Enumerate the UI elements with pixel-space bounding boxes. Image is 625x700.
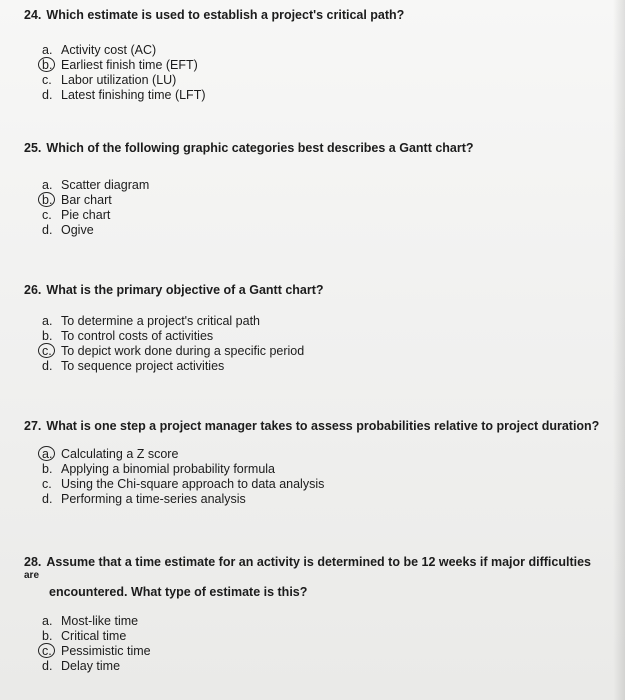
question-number: 28. (24, 555, 42, 569)
option-text: Applying a binomial probability formula (61, 462, 276, 476)
option-a[interactable] (42, 178, 609, 193)
option-text: Using the Chi-square approach to data analysis (61, 477, 325, 491)
option-b[interactable] (42, 629, 609, 644)
option-letter: a. (42, 43, 53, 57)
option-c[interactable] (42, 208, 609, 223)
question-number: 26. (24, 283, 42, 297)
option-b[interactable] (42, 462, 609, 477)
option-text: Latest finishing time (LFT) (61, 88, 206, 102)
option-b-selected[interactable] (42, 58, 609, 73)
question-26-text (24, 283, 609, 298)
option-list (42, 314, 609, 374)
option-letter-text: c. (42, 644, 52, 658)
question-prompt: Which estimate is used to establish a project's critical path? (46, 8, 405, 22)
option-letter: c. (42, 73, 52, 87)
question-prompt-line1-tail: are (24, 570, 40, 581)
option-text: Calculating a Z score (61, 447, 179, 461)
option-letter: a. (42, 178, 53, 192)
option-letter: d. (42, 492, 53, 506)
question-prompt: What is the primary objective of a Gantt chart? (46, 283, 324, 297)
question-prompt: Which of the following graphic categories best describes a Gantt chart? (46, 141, 474, 155)
option-c-selected[interactable] (42, 644, 609, 659)
question-25-text (24, 141, 609, 156)
option-text: Scatter diagram (61, 178, 150, 192)
question-prompt-line2: encountered. What type of estimate is this? (49, 585, 308, 599)
circled-answer-mark (38, 446, 55, 461)
circled-answer-mark (38, 343, 55, 358)
option-letter: d. (42, 88, 53, 102)
question-prompt: What is one step a project manager takes to assess probabilities relative to project duration? (46, 419, 600, 433)
option-letter: c. (42, 477, 52, 491)
question-26 (24, 283, 609, 374)
question-number: 24. (24, 8, 42, 22)
option-text: Performing a time-series analysis (61, 492, 246, 506)
option-b[interactable] (42, 329, 609, 344)
option-letter (42, 344, 61, 359)
option-letter: d. (42, 359, 53, 373)
option-text: Activity cost (AC) (61, 43, 157, 57)
option-letter-text: b. (42, 193, 53, 207)
option-text: To determine a project's critical path (61, 314, 261, 328)
option-text: To control costs of activities (61, 329, 214, 343)
option-letter: b. (42, 462, 53, 476)
option-text: To depict work done during a specific period (61, 344, 305, 358)
option-list (42, 43, 609, 103)
option-text: Pessimistic time (61, 644, 151, 658)
option-text: Labor utilization (LU) (61, 73, 177, 87)
page-edge-shadow (613, 0, 625, 700)
question-24-text (24, 8, 609, 23)
option-letter: c. (42, 208, 52, 222)
option-b-selected[interactable] (42, 193, 609, 208)
option-text: Bar chart (61, 193, 112, 207)
circled-answer-mark (38, 57, 55, 72)
option-c-selected[interactable] (42, 344, 609, 359)
option-text: Ogive (61, 223, 94, 237)
option-list (42, 178, 609, 238)
option-a[interactable] (42, 314, 609, 329)
option-letter (42, 193, 61, 208)
option-letter: b. (42, 629, 53, 643)
option-letter (42, 58, 61, 73)
option-c[interactable] (42, 73, 609, 88)
question-prompt-line1: Assume that a time estimate for an activity is determined to be 12 weeks if major difficulties (46, 555, 592, 569)
option-d[interactable] (42, 359, 609, 374)
option-letter-text: b. (42, 58, 53, 72)
question-28-text (24, 555, 609, 599)
option-text: Pie chart (61, 208, 111, 222)
option-list (42, 447, 609, 507)
option-text: To sequence project activities (61, 359, 225, 373)
option-a[interactable] (42, 43, 609, 58)
option-text: Delay time (61, 659, 121, 673)
question-24 (24, 8, 609, 103)
option-d[interactable] (42, 223, 609, 238)
option-list (42, 614, 609, 674)
option-a[interactable] (42, 614, 609, 629)
option-text: Most-like time (61, 614, 139, 628)
option-letter (42, 447, 61, 462)
option-letter: a. (42, 314, 53, 328)
question-27-text (24, 419, 609, 434)
option-letter: a. (42, 614, 53, 628)
option-d[interactable] (42, 659, 609, 674)
question-25 (24, 141, 609, 238)
option-letter-text: a. (42, 447, 53, 461)
option-text: Earliest finish time (EFT) (61, 58, 198, 72)
option-d[interactable] (42, 492, 609, 507)
question-number: 27. (24, 419, 42, 433)
option-letter-text: c. (42, 344, 52, 358)
question-28 (24, 555, 609, 674)
option-letter (42, 644, 61, 659)
option-text: Critical time (61, 629, 127, 643)
option-c[interactable] (42, 477, 609, 492)
option-a-selected[interactable] (42, 447, 609, 462)
option-letter: d. (42, 223, 53, 237)
circled-answer-mark (38, 643, 55, 658)
option-d[interactable] (42, 88, 609, 103)
circled-answer-mark (38, 192, 55, 207)
question-number: 25. (24, 141, 42, 155)
question-27 (24, 419, 609, 507)
option-letter: b. (42, 329, 53, 343)
option-letter: d. (42, 659, 53, 673)
